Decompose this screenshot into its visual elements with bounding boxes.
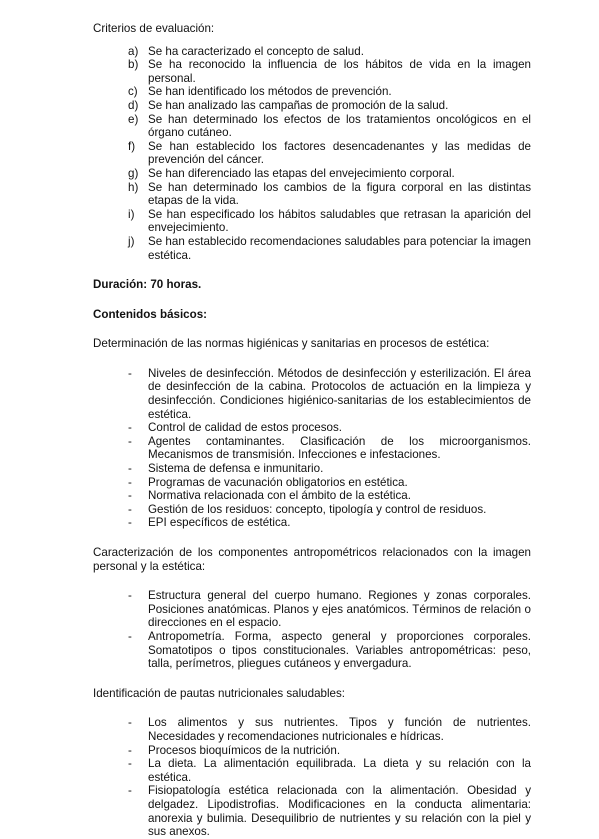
dash-marker: - xyxy=(128,502,132,516)
duration: Duración: 70 horas. xyxy=(93,278,202,292)
list-item xyxy=(93,589,531,630)
criteria-marker: d) xyxy=(128,98,139,112)
list-item xyxy=(93,744,531,758)
list-item-text: Sistema de defensa e inmunitario. xyxy=(148,462,324,476)
criteria-text: Se han analizado las campañas de promoción de la salud. xyxy=(148,98,449,112)
list-item xyxy=(93,421,531,435)
dash-marker: - xyxy=(128,516,132,530)
section-title: Caracterización de los componentes antropométricos relacionados con la imagen personal y la estética: xyxy=(93,546,531,573)
document-page xyxy=(93,22,531,839)
criteria-item xyxy=(93,208,531,235)
criteria-item xyxy=(93,85,531,99)
criteria-marker: b) xyxy=(128,58,139,72)
criteria-item xyxy=(93,167,531,181)
list-item xyxy=(93,716,531,743)
dash-marker: - xyxy=(128,421,132,435)
list-item-text: Los alimentos y sus nutrientes. Tipos y función de nutrientes. Necesidades y recomendaciones nutricionales e hídricas. xyxy=(148,716,531,743)
list-item-text: Antropometría. Forma, aspecto general y proporciones corporales. Somatotipos o tipos constitucionales. Variables antropométricas: peso, talla, perímetros, pliegues cutáneos y envergadura. xyxy=(148,629,531,671)
list-item xyxy=(93,435,531,462)
list-item xyxy=(93,630,531,671)
criteria-item xyxy=(93,58,531,85)
criteria-marker: h) xyxy=(128,180,139,194)
section-list xyxy=(93,716,531,838)
section-list xyxy=(93,367,531,530)
dash-marker: - xyxy=(128,757,132,771)
dash-marker: - xyxy=(128,784,132,798)
list-item-text: Programas de vacunación obligatorios en estética. xyxy=(148,475,408,489)
list-item xyxy=(93,757,531,784)
criteria-marker: c) xyxy=(128,85,138,99)
criteria-item xyxy=(93,140,531,167)
criteria-marker: e) xyxy=(128,112,139,126)
criteria-item xyxy=(93,181,531,208)
list-item xyxy=(93,476,531,490)
list-item-text: Fisiopatología estética relacionada con la alimentación. Obesidad y delgadez. Lipodistrofias. Modificaciones en la conducta alimentaria: anorexia y bulimia. Desequilibrio de nutrientes y su relación con la piel y sus anexos. xyxy=(148,784,531,839)
list-item xyxy=(93,503,531,517)
list-item-text: Gestión de los residuos: concepto, tipología y control de residuos. xyxy=(148,502,487,516)
criteria-text: Se han establecido los factores desencadenantes y las medidas de prevención del cáncer. xyxy=(148,139,531,167)
list-item-text: Procesos bioquímicos de la nutrición. xyxy=(148,743,341,757)
list-item xyxy=(93,516,531,530)
list-item xyxy=(93,784,531,838)
criteria-text: Se han identificado los métodos de prevención. xyxy=(148,85,392,99)
section-title: Identificación de pautas nutricionales saludables: xyxy=(93,686,346,700)
dash-marker: - xyxy=(128,489,132,503)
criteria-item xyxy=(93,45,531,59)
dash-marker: - xyxy=(128,366,132,380)
criteria-item xyxy=(93,99,531,113)
criteria-text: Se han determinado los cambios de la figura corporal en las distintas etapas de la vida. xyxy=(148,180,531,208)
dash-marker: - xyxy=(128,629,132,643)
list-item xyxy=(93,367,531,421)
criteria-marker: g) xyxy=(128,166,139,180)
criteria-marker: f) xyxy=(128,139,136,153)
list-item xyxy=(93,462,531,476)
criteria-marker: j) xyxy=(128,234,135,248)
contents-heading: Contenidos básicos: xyxy=(93,307,208,321)
section-list xyxy=(93,589,531,671)
criteria-text: Se han especificado los hábitos saludables que retrasan la aparición del envejecimiento. xyxy=(148,207,531,235)
list-item-text: Normativa relacionada con el ámbito de la estética. xyxy=(148,489,411,503)
criteria-text: Se ha caracterizado el concepto de salud. xyxy=(148,44,364,58)
criteria-text: Se han determinado los efectos de los tratamientos oncológicos en el órgano cutáneo. xyxy=(148,112,531,140)
list-item-text: La dieta. La alimentación equilibrada. La dieta y su relación con la estética. xyxy=(148,757,531,784)
criteria-text: Se ha reconocido la influencia de los hábitos de vida en la imagen personal. xyxy=(148,58,531,85)
criteria-heading: Criterios de evaluación: xyxy=(93,22,215,35)
section-title: Determinación de las normas higiénicas y sanitarias en procesos de estética: xyxy=(93,337,490,351)
list-item xyxy=(93,489,531,503)
list-item-text: Niveles de desinfección. Métodos de desinfección y esterilización. El área de desinfección de la cabina. Protocolos de actuación en la limpieza y desinfección. Condiciones higiénico-sanitarias de los establecimientos de estética. xyxy=(148,366,531,421)
dash-marker: - xyxy=(128,743,132,757)
list-item-text: Control de calidad de estos procesos. xyxy=(148,421,342,435)
list-item-text: EPI específicos de estética. xyxy=(148,516,291,530)
criteria-marker: a) xyxy=(128,44,139,58)
dash-marker: - xyxy=(128,434,132,448)
list-item-text: Estructura general del cuerpo humano. Regiones y zonas corporales. Posiciones anatómicas. Planos y ejes anatómicos. Términos de relación o direcciones en el espacio. xyxy=(148,589,531,630)
criteria-item xyxy=(93,235,531,262)
list-item-text: Agentes contaminantes. Clasificación de los microorganismos. Mecanismos de transmisión. Infecciones e infestaciones. xyxy=(148,434,531,462)
dash-marker: - xyxy=(128,475,132,489)
criteria-text: Se han diferenciado las etapas del envejecimiento corporal. xyxy=(148,166,455,180)
criteria-marker: i) xyxy=(128,207,135,221)
criteria-list xyxy=(93,45,531,263)
dash-marker: - xyxy=(128,589,132,603)
dash-marker: - xyxy=(128,716,132,730)
dash-marker: - xyxy=(128,462,132,476)
criteria-item xyxy=(93,113,531,140)
criteria-text: Se han establecido recomendaciones saludables para potenciar la imagen estética. xyxy=(148,234,531,262)
